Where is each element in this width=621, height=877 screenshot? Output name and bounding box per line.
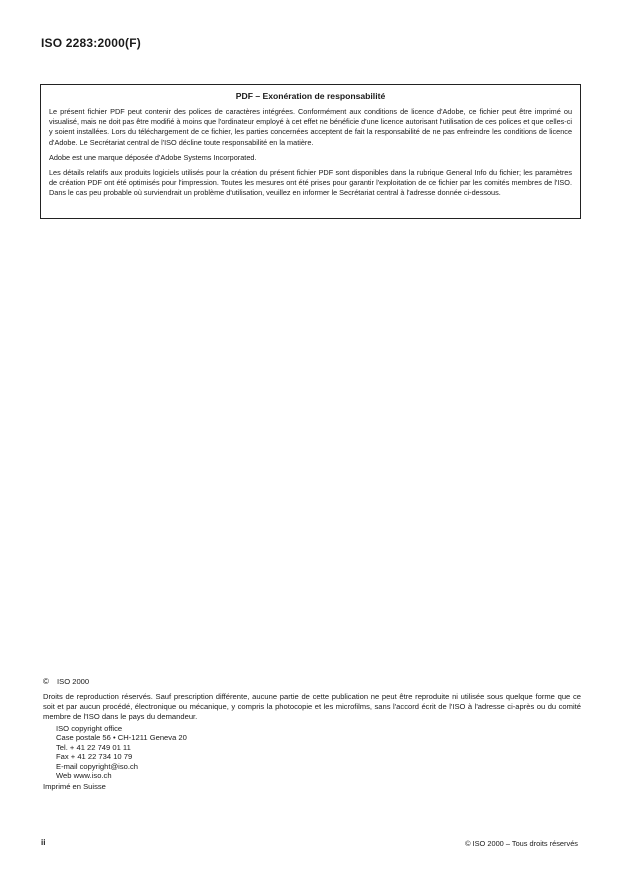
document-id: ISO 2283:2000(F) <box>41 36 141 50</box>
footer-copyright: © ISO 2000 – Tous droits réservés <box>465 839 578 848</box>
copyright-rights: Droits de reproduction réservés. Sauf prescription différente, aucune partie de cette publication ne peut être reproduite ni utilisée sous quelque forme que ce soit et par aucun procédé, électronique ou mécanique, y compris la photocopie et les microfilms, sans l'accord écrit de l'ISO à l'adresse ci-après ou du comité membre de l'ISO dans le pays du demandeur. <box>43 692 581 721</box>
copyright-section <box>43 677 581 792</box>
address-email: E-mail copyright@iso.ch <box>56 761 138 771</box>
address-web: Web www.iso.ch <box>56 771 112 781</box>
address-fax: Fax + 41 22 734 10 79 <box>56 752 133 762</box>
disclaimer-title: PDF – Exonération de responsabilité <box>235 91 386 101</box>
pdf-disclaimer-box <box>40 84 581 219</box>
printed-in: Imprimé en Suisse <box>43 782 106 792</box>
disclaimer-paragraph-2: Adobe est une marque déposée d'Adobe Systems Incorporated. <box>49 152 257 162</box>
copyright-address <box>56 724 581 780</box>
address-line: Case postale 56 • CH-1211 Geneva 20 <box>56 733 187 743</box>
address-line: ISO copyright office <box>56 724 123 733</box>
disclaimer-paragraph-1: Le présent fichier PDF peut contenir des polices de caractères intégrées. Conformément aux conditions de licence d'Adobe, ce fichier peut être imprimé ou visualisé, mais ne doit pas être modifié à moins que l'ordinateur employé à cet effet ne bénéficie d'une licence autorisant l'utilisation de ces polices et que celles-ci y soient installées. Lors du téléchargement de ce fichier, les parties concernées acceptent de fait la responsabilité de ne pas enfreindre les conditions de licence d'Adobe. Le Secrétariat central de l'ISO décline toute responsabilité en la matière. <box>49 107 572 147</box>
copyright-symbol: © <box>43 677 49 686</box>
disclaimer-paragraph-3: Les détails relatifs aux produits logiciels utilisés pour la création du présent fichier PDF sont disponibles dans la rubrique General Info du fichier; les paramètres de création PDF ont été optimisés pour l'impression. Toutes les mesures ont été prises pour garantir l'exploitation de ce fichier par les comités membres de l'ISO. Dans le cas peu probable où surviendrait un problème d'utilisation, veuillez en informer le Secrétariat central à l'adresse donnée ci-dessous. <box>49 168 572 198</box>
page-number: ii <box>41 838 46 847</box>
copyright-line: ISO 2000 <box>57 677 90 686</box>
address-phone: Tel. + 41 22 749 01 11 <box>56 742 131 752</box>
